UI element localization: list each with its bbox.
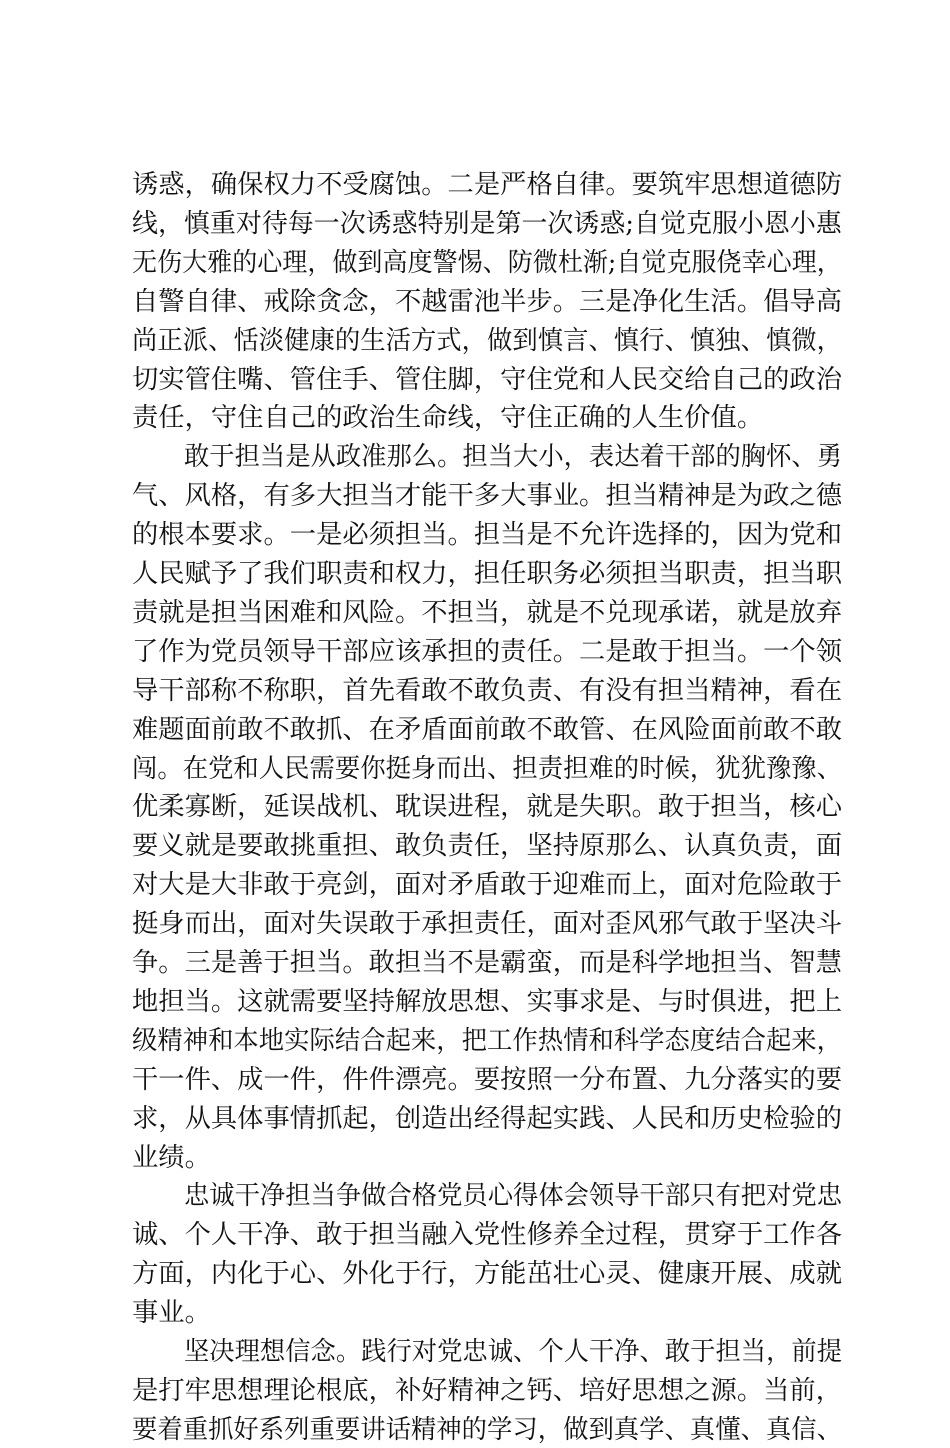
text-line-14: 导干部称不称职，首先看敢不敢负责、有没有担当精神，看在 [132,676,843,706]
text-line-5: 尚正派、恬淡健康的生活方式，做到慎言、慎行、慎独、慎微， [132,326,843,356]
text-line-30: 事业。 [132,1298,211,1328]
text-line-32: 是打牢思想理论根底，补好精神之钙、培好思想之源。当前， [132,1376,843,1406]
text-line-3: 无伤大雅的心理，做到高度警惕、防微杜渐;自觉克服侥幸心理， [132,248,842,278]
text-line-22: 地担当。这就需要坚持解放思想、实事求是、与时俱进，把上 [132,987,843,1017]
text-line-18: 要义就是要敢挑重担、敢负责任，坚持原那么、认真负责，面 [132,831,843,861]
text-line-26: 业绩。 [132,1143,211,1173]
text-line-24: 干一件、成一件，件件漂亮。要按照一分布置、九分落实的要 [132,1065,843,1095]
text-line-29: 方面，内化于心、外化于行，方能茁壮心灵、健康开展、成就 [132,1259,843,1289]
text-line-8: 敢于担当是从政准那么。担当大小，表达着干部的胸怀、勇 [184,442,843,472]
text-line-21: 争。三是善于担当。敢担当不是霸蛮，而是科学地担当、智慧 [132,948,843,978]
text-line-2: 线，慎重对待每一次诱惑特别是第一次诱惑;自觉克服小恩小惠 [132,209,842,239]
text-line-15: 难题面前敢不敢抓、在矛盾面前敢不敢管、在风险面前敢不敢 [132,715,843,745]
text-line-1: 诱惑，确保权力不受腐蚀。二是严格自律。要筑牢思想道德防 [132,170,843,200]
text-line-16: 闯。在党和人民需要你挺身而出、担责担难的时候，犹犹豫豫、 [132,754,843,784]
text-line-4: 自警自律、戒除贪念，不越雷池半步。三是净化生活。倡导高 [132,287,843,317]
text-line-19: 对大是大非敢于亮剑，面对矛盾敢于迎难而上，面对危险敢于 [132,870,843,900]
text-line-25: 求，从具体事情抓起，创造出经得起实践、人民和历史检验的 [132,1104,843,1134]
text-line-23: 级精神和本地实际结合起来，把工作热情和科学态度结合起来， [132,1026,843,1056]
text-line-9: 气、风格，有多大担当才能干多大事业。担当精神是为政之德 [132,481,843,511]
text-line-31: 坚决理想信念。践行对党忠诚、个人干净、敢于担当，前提 [184,1337,843,1367]
text-line-33: 要着重抓好系列重要讲话精神的学习，做到真学、真懂、真信、 [132,1415,843,1445]
text-line-13: 了作为党员领导干部应该承担的责任。二是敢于担当。一个领 [132,637,843,667]
text-line-20: 挺身而出，面对失误敢于承担责任，面对歪风邪气敢于坚决斗 [132,909,843,939]
text-line-11: 人民赋予了我们职责和权力，担任职务必须担当职责，担当职 [132,559,843,589]
text-line-27: 忠诚干净担当争做合格党员心得体会领导干部只有把对党忠 [184,1181,843,1211]
text-line-28: 诚、个人干净、敢于担当融入党性修养全过程，贯穿于工作各 [132,1220,843,1250]
text-line-10: 的根本要求。一是必须担当。担当是不允许选择的，因为党和 [132,520,843,550]
text-line-7: 责任，守住自己的政治生命线，守住正确的人生价值。 [132,403,764,433]
text-line-6: 切实管住嘴、管住手、管住脚，守住党和人民交给自己的政治 [132,365,843,395]
text-line-17: 优柔寡断，延误战机、耽误进程，就是失职。敢于担当，核心 [132,792,843,822]
text-line-12: 责就是担当困难和风险。不担当，就是不兑现承诺，就是放弃 [132,598,843,628]
